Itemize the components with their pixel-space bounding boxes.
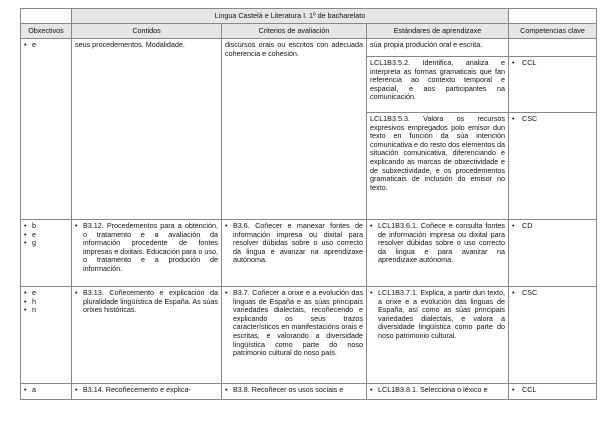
criterion-item: • B3.7. Coñecer a orixe e a evolución das linguas de España e as súas principais variedades dialectais, recoñecendo e explicando os seus trazos característicos en manifestacións orais e escritas, e valorando a diversidade lingüística como parte do noso patrimonio cultural do noso país.	[225, 289, 363, 358]
competence-cell	[509, 113, 597, 220]
competence-cell	[509, 384, 597, 400]
objectives-list	[24, 386, 68, 395]
header-row	[21, 24, 597, 39]
criteria-cell	[222, 220, 367, 287]
competence-list	[512, 222, 593, 231]
competence-cell	[509, 287, 597, 384]
content-item: • B3.14. Recoñecemento e explica-	[75, 386, 218, 395]
objective-item: • b	[24, 222, 68, 231]
header-standards: Estándares de aprendizaxe	[367, 24, 509, 39]
objective-item: • e	[24, 41, 68, 50]
standards-list	[370, 222, 505, 265]
objective-item: • h	[24, 298, 68, 307]
content-item: • B3.12. Procedementos para a obtención, o tratamento e a avaliación da información procedente de fontes impresas e dixitais. Educación para o uso, o tratamento e a produción de información.	[75, 222, 218, 274]
objectives-cell	[21, 287, 72, 384]
standard-cell: LCL1B3.5.3. Valora os recursos expresivos empregados polo emisor dun texto en función da súa intención comunicativa e do resto dos elementos da situación comunicativa, diferenciando e explicando as marcas de obxectividade e de subxectividade, e os procedementos gramaticais de inclusión do emisor no texto.	[367, 113, 509, 220]
header-criteria: Criterios de avaliación	[222, 24, 367, 39]
contents-list	[75, 222, 218, 274]
table-title-row	[21, 9, 597, 24]
criteria-cell: discursos orais ou escritos con adecuada coherencia e cohesión.	[222, 39, 367, 220]
objectives-list	[24, 222, 68, 248]
competence-cell	[509, 39, 597, 57]
competence-list	[512, 115, 593, 124]
objectives-cell	[21, 39, 72, 220]
table-row	[21, 287, 597, 384]
criteria-cell	[222, 287, 367, 384]
competence-cell	[509, 220, 597, 287]
criterion-item: • B3.8. Recoñecer os usos sociais e	[225, 386, 363, 395]
competence-list	[512, 59, 593, 68]
table-row	[21, 220, 597, 287]
content-item: • B3.13. Coñecemento e explicación da pluralidade lingüística de España. As súas orixes históricas.	[75, 289, 218, 315]
table-row	[21, 384, 597, 400]
criteria-list	[225, 386, 363, 395]
header-competences: Competencias clave	[509, 24, 597, 39]
objective-item: • a	[24, 386, 68, 395]
objective-item: • e	[24, 231, 68, 240]
standard-cell	[367, 220, 509, 287]
standard-item: • LCL1B3.8.1. Selecciona o léxico e	[370, 386, 505, 395]
competence-item: • CCL	[512, 59, 593, 68]
standard-cell	[367, 287, 509, 384]
standards-list	[370, 386, 505, 395]
objective-item: • n	[24, 306, 68, 315]
contents-cell: seus procedementos. Modalidade.	[72, 39, 222, 220]
standard-item: • LCL1B3.6.1. Coñece e consulta fontes de información impresa ou dixital para resolver dúbidas sobre o uso correcto da lingua e para avanzar na aprendizaxe autónoma.	[370, 222, 505, 265]
corner-cell	[21, 9, 72, 24]
competence-list	[512, 289, 593, 298]
header-contents: Contidos	[72, 24, 222, 39]
curriculum-table	[20, 8, 597, 400]
competence-item: • CSC	[512, 115, 593, 124]
title-right-cell	[509, 9, 597, 24]
contents-list	[75, 289, 218, 315]
objectives-list	[24, 41, 68, 50]
competence-item: • CCL	[512, 386, 593, 395]
standards-list	[370, 289, 505, 341]
standard-item: • LCL1B3.7.1. Explica, a partir dun texto, a orixe e a evolución das linguas de España, así como as súas principais variedades dialectais, e valora a diversidade lingüística como parte do noso patrimonio cultural.	[370, 289, 505, 341]
header-objectives: Obxectivos	[21, 24, 72, 39]
criterion-item: • B3.6. Coñecer e manexar fontes de información impresa ou dixital para resolver dúbidas sobre o uso correcto da lingua e avanzar na aprendizaxe autónoma.	[225, 222, 363, 265]
competence-item: • CD	[512, 222, 593, 231]
objective-item: • g	[24, 239, 68, 248]
standard-cell: LCL1B3.5.2. Identifica, analiza e interpreta as formas gramaticais que fan referencia ao contexto temporal e espacial, e aos participantes na comunicación.	[367, 57, 509, 113]
table-title: Lingua Castelá e Literatura I. 1º de bacharelato	[72, 9, 509, 24]
table-row	[21, 39, 597, 57]
contents-cell	[72, 287, 222, 384]
objectives-cell	[21, 220, 72, 287]
contents-list	[75, 386, 218, 395]
standard-cell	[367, 384, 509, 400]
standard-cell: súa propia produción oral e escrita.	[367, 39, 509, 57]
competence-list	[512, 386, 593, 395]
contents-cell	[72, 384, 222, 400]
competence-cell	[509, 57, 597, 113]
criteria-list	[225, 222, 363, 265]
objective-item: • e	[24, 289, 68, 298]
criteria-cell	[222, 384, 367, 400]
contents-cell	[72, 220, 222, 287]
objectives-cell	[21, 384, 72, 400]
criteria-list	[225, 289, 363, 358]
competence-item: • CSC	[512, 289, 593, 298]
objectives-list	[24, 289, 68, 315]
